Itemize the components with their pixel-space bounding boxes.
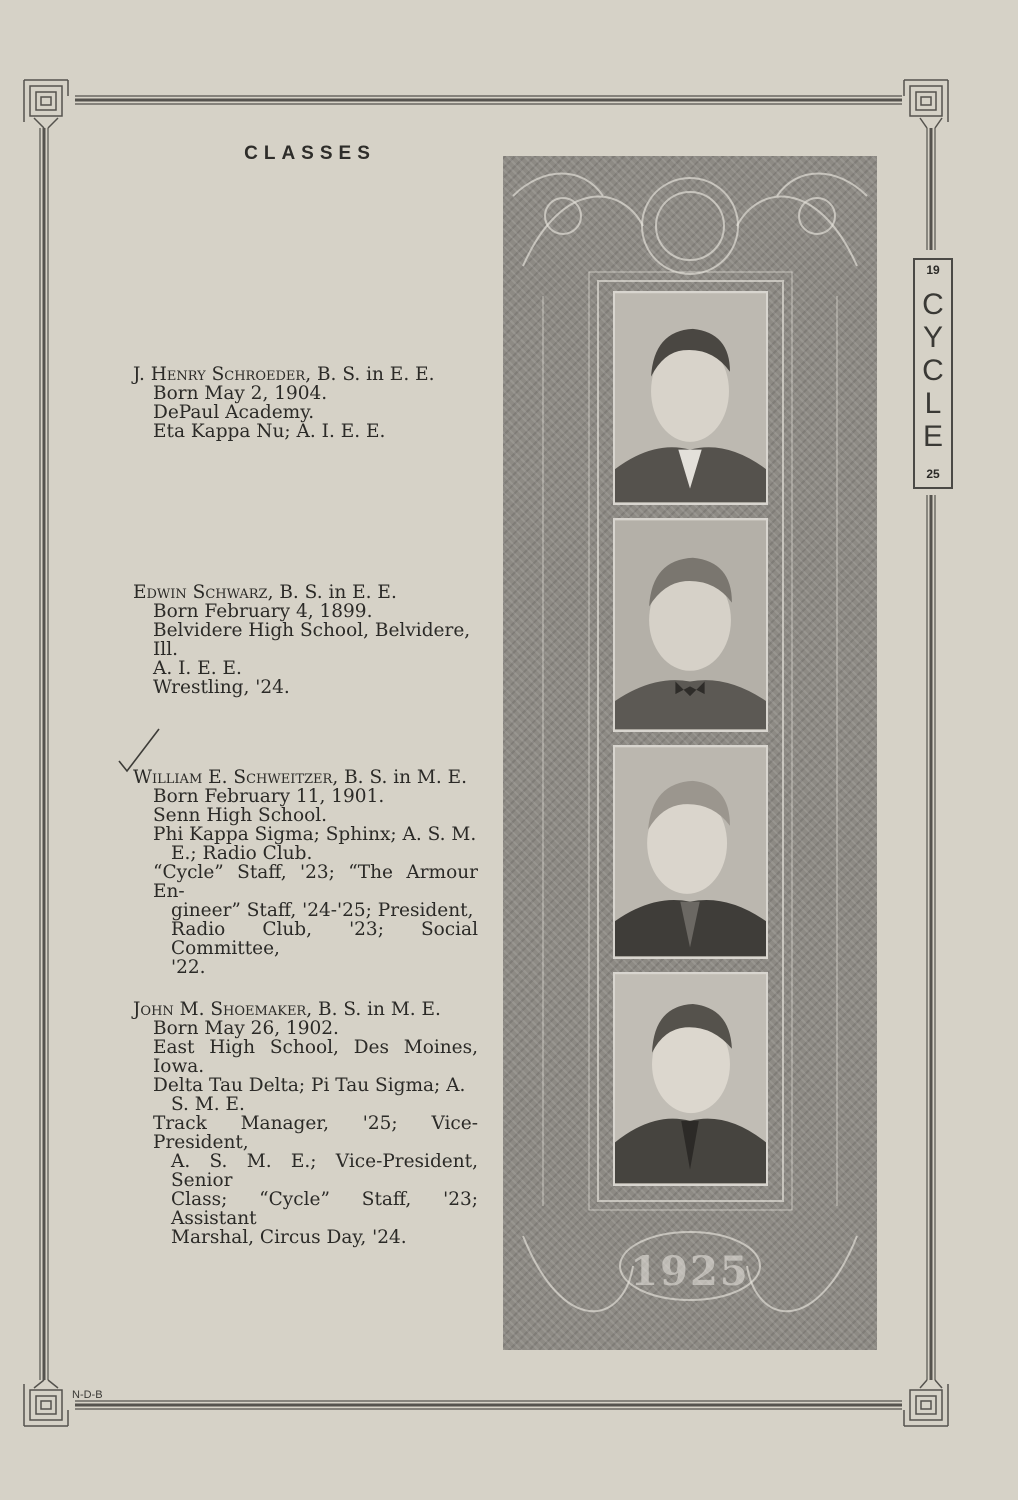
portrait-photo-image <box>615 293 766 503</box>
entry-line: Senn High School. <box>153 805 328 826</box>
entry-line: Born May 26, 1902. <box>153 1018 339 1039</box>
entry-line: Born May 2, 1904. <box>153 383 328 404</box>
entry-line: Eta Kappa Nu; A. I. E. E. <box>153 421 386 442</box>
entry-line: Radio Club, '23; Social Committee, <box>171 919 478 959</box>
entry-line: A. S. M. E.; Vice-President, Senior <box>171 1151 478 1191</box>
entry-line: “Cycle” Staff, '23; “The Armour En- <box>153 862 478 902</box>
entry-line: Phi Kappa Sigma; Sphinx; A. S. M. <box>153 824 477 845</box>
entry-line: Born February 11, 1901. <box>153 786 385 807</box>
entry-line: '22. <box>171 957 206 978</box>
student-entry <box>133 583 478 697</box>
student-name: John M. Shoemaker, B. S. in M. E. <box>133 999 441 1020</box>
portrait-photo-image <box>615 520 766 730</box>
student-entry <box>133 768 478 977</box>
portrait-photo-image <box>615 974 766 1184</box>
student-name: J. Henry Schroeder, B. S. in E. E. <box>133 364 435 385</box>
portrait-photo <box>613 518 768 732</box>
entry-line: Belvidere High School, Belvidere, Ill. <box>153 620 471 660</box>
portrait-photo <box>613 972 768 1186</box>
entry-line: Delta Tau Delta; Pi Tau Sigma; A. <box>153 1075 466 1096</box>
side-tab-year-bottom: 25 <box>926 467 940 481</box>
panel-year: 1925 <box>630 1248 750 1295</box>
portrait-photo-image <box>615 747 766 957</box>
entry-line: gineer” Staff, '24-'25; President, <box>171 900 474 921</box>
entry-line: Marshal, Circus Day, '24. <box>171 1227 407 1248</box>
side-tab <box>913 258 953 489</box>
side-tab-word: C Y C L E <box>922 288 944 453</box>
entry-line: A. I. E. E. <box>153 658 242 679</box>
page-title: CLASSES <box>244 143 376 164</box>
student-name: William E. Schweitzer, B. S. in M. E. <box>133 767 468 788</box>
printer-mark: N-D-B <box>72 1389 103 1401</box>
entry-line: S. M. E. <box>171 1094 245 1115</box>
portrait-photo <box>613 291 768 505</box>
entry-line: East High School, Des Moines, Iowa. <box>153 1037 478 1077</box>
portrait-panel <box>503 156 877 1350</box>
entry-line: E.; Radio Club. <box>171 843 313 864</box>
entry-line: DePaul Academy. <box>153 402 315 423</box>
entry-line: Class; “Cycle” Staff, '23; Assistant <box>171 1189 478 1229</box>
portrait-photo <box>613 745 768 959</box>
student-name: Edwin Schwarz, B. S. in E. E. <box>133 582 397 603</box>
entry-line: Wrestling, '24. <box>153 677 290 698</box>
student-entry <box>133 365 478 441</box>
entry-line: Track Manager, '25; Vice-President, <box>153 1113 478 1153</box>
student-entry <box>133 1000 478 1247</box>
entry-line: Born February 4, 1899. <box>153 601 373 622</box>
side-tab-year-top: 19 <box>926 263 940 277</box>
